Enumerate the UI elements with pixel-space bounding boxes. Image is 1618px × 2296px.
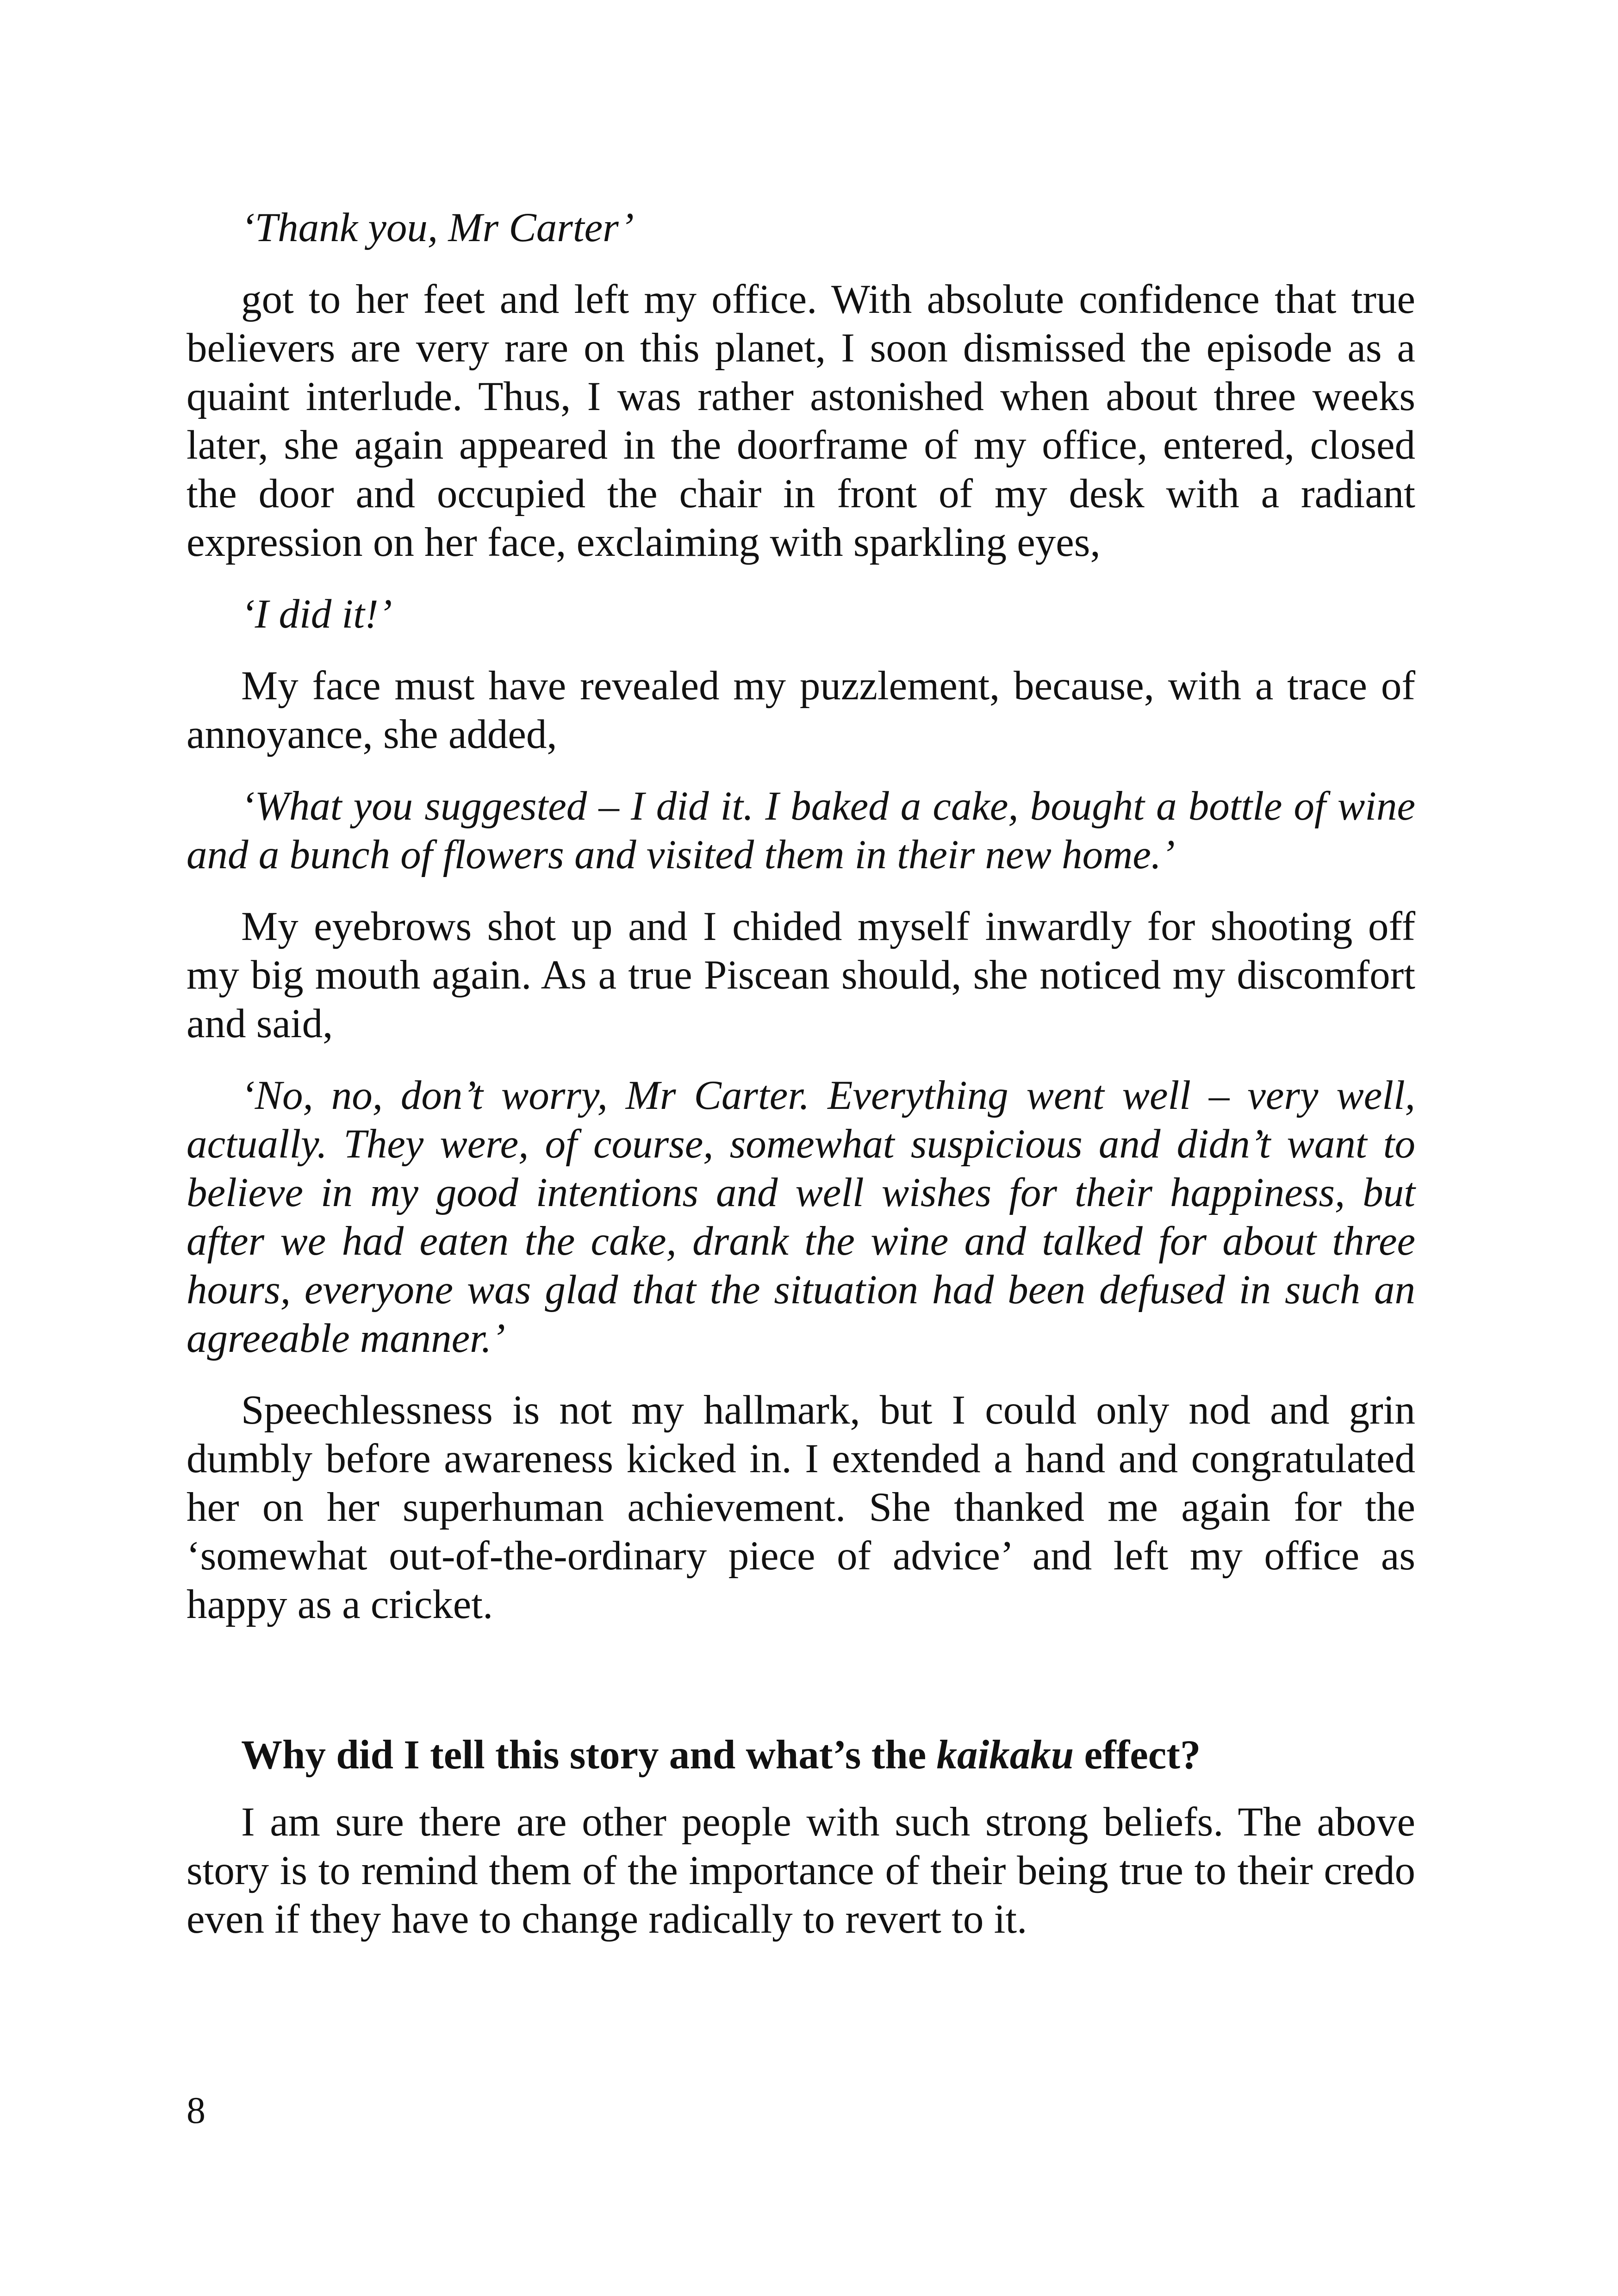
dialogue-no-no-dont-worry: ‘No, no, don’t worry, Mr Carter. Everything went well – very well, actually. They were, of course, somewhat suspicious and didn’t want to believe in my good intentions and well wishes for their happiness, but after we had eaten the cake, drank the wine and talked for about three hours, everyone was glad that the situation had been defused in such an agreeable manner.’ bbox=[187, 1073, 1415, 1361]
paragraph-speechlessness: Speechlessness is not my hallmark, but I could only nod and grin dumbly before awareness kicked in. I extended a hand and congratulated her on her superhuman achievement. She thanked me again for the ‘somewhat out-of-the-ordinary piece of advice’ and left my office as happy as a cricket. bbox=[187, 1388, 1415, 1627]
paragraph-astonished: got to her feet and left my office. With absolute confidence that true believers are very rare on this planet, I soon dismissed the episode as a quaint interlude. Thus, I was rather astonished when about three weeks later, she again appeared in the doorframe of my office, entered, closed the door and occupied the chair in front of my desk with a radiant expression on her face, exclaiming with sparkling eyes, bbox=[187, 277, 1415, 565]
paragraph-eyebrows: My eyebrows shot up and I chided myself inwardly for shooting off my big mouth again. As a true Piscean should, she noticed my discomfort and said, bbox=[187, 904, 1415, 1046]
section-heading bbox=[187, 1731, 1415, 1780]
section-spacer bbox=[187, 1652, 1415, 1731]
dialogue-thank-you: ‘Thank you, Mr Carter’ bbox=[241, 205, 634, 250]
heading-emphasis: kaikaku bbox=[936, 1732, 1074, 1778]
heading-text-end: effect? bbox=[1074, 1732, 1201, 1778]
page-number: 8 bbox=[187, 2089, 205, 2131]
dialogue-what-you-suggested: ‘What you suggested – I did it. I baked a cake, bought a bottle of wine and a bunch of flowers and visited them in their new home.’ bbox=[187, 784, 1415, 877]
page-body bbox=[187, 204, 1415, 1967]
paragraph-closing: I am sure there are other people with such strong beliefs. The above story is to remind them of the importance of their being true to their credo even if they have to change radically to revert to it. bbox=[187, 1799, 1415, 1942]
paragraph-puzzlement: My face must have revealed my puzzlement, because, with a trace of annoyance, she added, bbox=[187, 663, 1415, 757]
dialogue-i-did-it: ‘I did it!’ bbox=[241, 591, 392, 637]
heading-text-start: Why did I tell this story and what’s the bbox=[241, 1732, 937, 1778]
